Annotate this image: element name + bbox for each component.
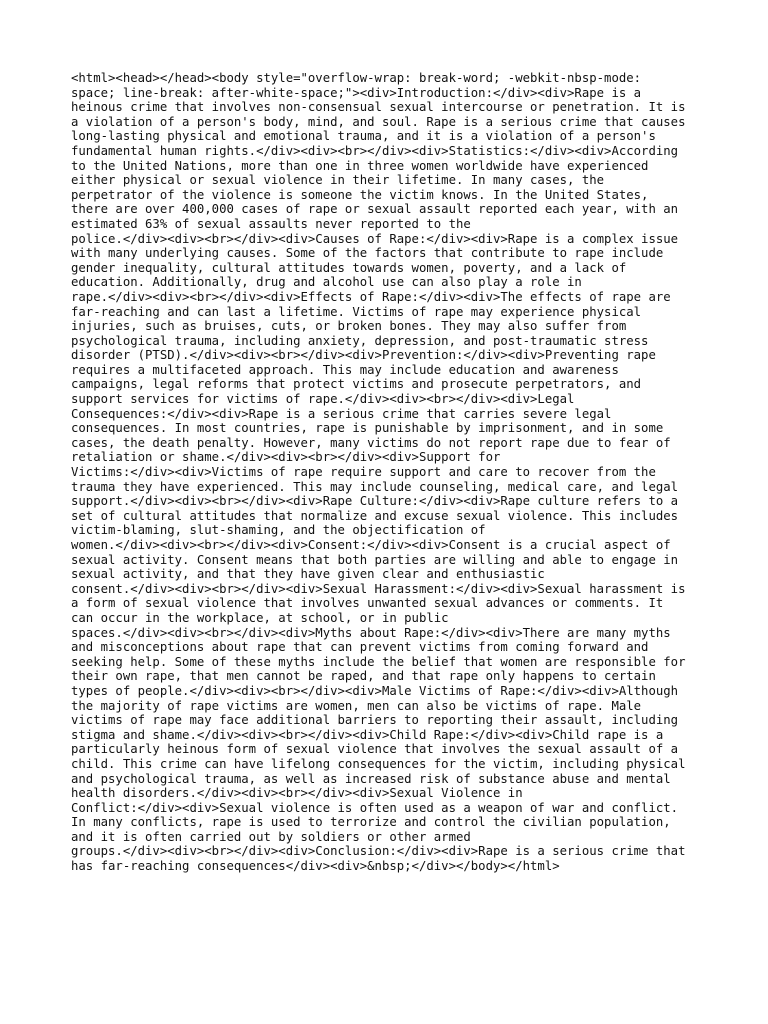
text-line: support services for victims of rape.</div><div><br></div><div>Legal — [71, 392, 575, 407]
text-line: victim-blaming, slut-shaming, and the objectification of — [71, 523, 486, 538]
text-line: and it is often carried out by soldiers or other armed — [71, 829, 471, 844]
text-line: Conflict:</div><div>Sexual violence is often used as a weapon of war and conflict. — [71, 800, 679, 815]
text-line: and misconceptions about rape that can prevent victims from coming forward and — [71, 640, 649, 655]
text-line: trauma they have experienced. This may include counseling, medical care, and legal — [71, 479, 679, 494]
text-line: cases, the death penalty. However, many victims do not report rape due to fear of — [71, 435, 671, 450]
text-line: estimated 63% of sexual assaults never reported to the — [71, 216, 471, 231]
text-line: retaliation or shame.</div><div><br></div><div>Support for — [71, 450, 501, 465]
text-line: requires a multifaceted approach. This may include education and awareness — [71, 362, 619, 377]
text-line: support.</div><div><br></div><div>Rape Culture:</div><div>Rape culture refers to a — [71, 494, 679, 509]
text-line: child. This crime can have lifelong consequences for the victim, including physical — [71, 756, 686, 771]
text-line: fundamental human rights.</div><div><br></div><div>Statistics:</div><div>According — [71, 143, 679, 158]
text-line: injuries, such as bruises, cuts, or broken bones. They may also suffer from — [71, 319, 627, 334]
text-line: space; line-break: after-white-space;"><div>Introduction:</div><div>Rape is a — [71, 85, 642, 100]
text-line: disorder (PTSD).</div><div><br></div><div>Prevention:</div><div>Preventing rape — [71, 348, 656, 363]
text-line: spaces.</div><div><br></div><div>Myths about Rape:</div><div>There are many myths — [71, 625, 671, 640]
text-line: gender inequality, cultural attitudes towards women, poverty, and a lack of — [71, 260, 627, 275]
text-line: stigma and shame.</div><div><br></div><div>Child Rape:</div><div>Child rape is a — [71, 727, 664, 742]
document-page — [71, 71, 701, 874]
text-line: the majority of rape victims are women, men can also be victims of rape. Male — [71, 698, 642, 713]
text-line: and psychological trauma, as well as increased risk of substance abuse and mental — [71, 771, 671, 786]
text-line: a violation of a person's body, mind, and soul. Rape is a serious crime that causes — [71, 114, 686, 129]
text-line: there are over 400,000 cases of rape or sexual assault reported each year, with an — [71, 202, 679, 217]
text-line: heinous crime that involves non-consensual sexual intercourse or penetration. It is — [71, 100, 686, 115]
text-line: In many conflicts, rape is used to terrorize and control the civilian population, — [71, 815, 671, 830]
text-line: victims of rape may face additional barriers to reporting their assault, including — [71, 713, 679, 728]
text-line: types of people.</div><div><br></div><div>Male Victims of Rape:</div><div>Although — [71, 683, 679, 698]
text-line: consent.</div><div><br></div><div>Sexual Harassment:</div><div>Sexual harassment is — [71, 581, 686, 596]
text-line: far-reaching and can last a lifetime. Victims of rape may experience physical — [71, 304, 642, 319]
text-line: education. Additionally, drug and alcohol use can also play a role in — [71, 275, 582, 290]
text-line: either physical or sexual violence in their lifetime. In many cases, the — [71, 173, 605, 188]
text-line: can occur in the workplace, at school, or in public — [71, 610, 449, 625]
text-line: to the United Nations, more than one in three women worldwide have experienced — [71, 158, 649, 173]
text-line: with many underlying causes. Some of the factors that contribute to rape include — [71, 246, 664, 261]
text-line: women.</div><div><br></div><div>Consent:</div><div>Consent is a crucial aspect of — [71, 538, 671, 552]
text-line: perpetrator of the violence is someone the victim knows. In the United States, — [71, 187, 649, 202]
text-line: a form of sexual violence that involves unwanted sexual advances or comments. It — [71, 596, 664, 611]
text-line: psychological trauma, including anxiety, depression, and post-traumatic stress — [71, 333, 649, 348]
text-line: campaigns, legal reforms that protect victims and prosecute perpetrators, and — [71, 377, 642, 392]
raw-html-source-text — [71, 71, 701, 874]
text-line: their own rape, that men cannot be raped, and that rape only happens to certain — [71, 669, 656, 684]
text-line: particularly heinous form of sexual violence that involves the sexual assault of a — [71, 742, 679, 757]
text-line: health disorders.</div><div><br></div><div>Sexual Violence in — [71, 786, 523, 801]
text-line: Consequences:</div><div>Rape is a serious crime that carries severe legal — [71, 406, 612, 421]
text-line: has far-reaching consequences</div><div>&nbsp;</div></body></html> — [71, 859, 560, 874]
text-line: long-lasting physical and emotional trauma, and it is a violation of a person's — [71, 129, 656, 144]
text-line: police.</div><div><br></div><div>Causes of Rape:</div><div>Rape is a complex issue — [71, 231, 679, 246]
text-line: sexual activity. Consent means that both parties are willing and able to engage in — [71, 552, 679, 567]
text-line: Victims:</div><div>Victims of rape require support and care to recover from the — [71, 465, 656, 480]
text-line: rape.</div><div><br></div><div>Effects of Rape:</div><div>The effects of rape are — [71, 289, 671, 304]
text-line: set of cultural attitudes that normalize and excuse sexual violence. This includes — [71, 508, 679, 523]
text-line: groups.</div><div><br></div><div>Conclusion:</div><div>Rape is a serious crime that — [71, 844, 686, 859]
text-line: consequences. In most countries, rape is punishable by imprisonment, and in some — [71, 421, 664, 436]
text-line: sexual activity, and that they have given clear and enthusiastic — [71, 567, 545, 582]
text-line: seeking help. Some of these myths include the belief that women are responsible for — [71, 654, 686, 669]
text-line: <html><head></head><body style="overflow-wrap: break-word; -webkit-nbsp-mode: — [71, 71, 642, 85]
